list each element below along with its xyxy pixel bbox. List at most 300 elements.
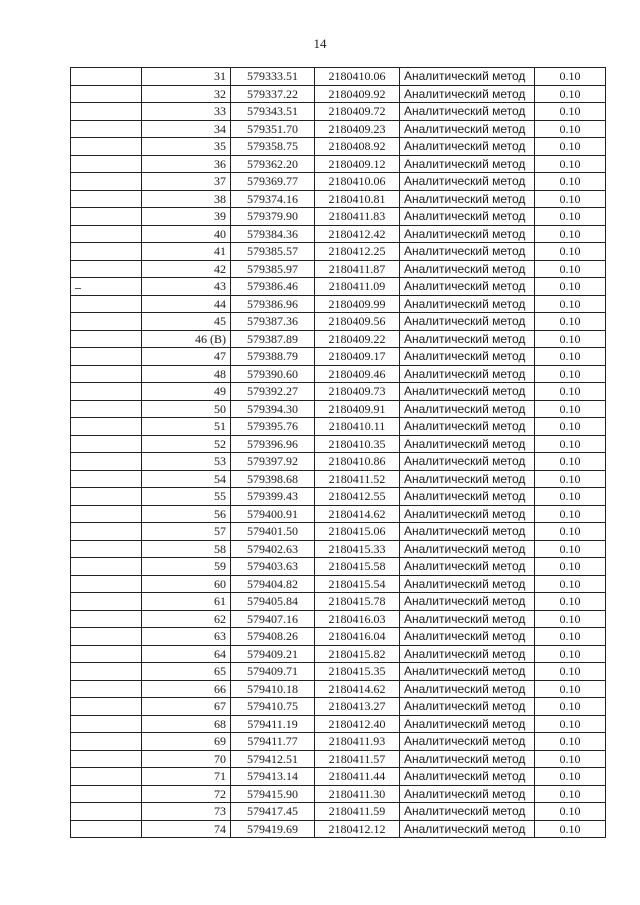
table-row — [71, 103, 606, 121]
blank-cell — [71, 120, 142, 138]
y-coordinate-cell: 2180410.06 — [315, 68, 400, 86]
point-number-cell: 31 — [142, 68, 231, 86]
method-cell: Аналитический метод — [400, 418, 535, 436]
accuracy-cell: 0.10 — [535, 330, 606, 348]
method-cell: Аналитический метод — [400, 505, 535, 523]
y-coordinate-cell: 2180411.87 — [315, 260, 400, 278]
accuracy-cell: 0.10 — [535, 785, 606, 803]
y-coordinate-cell: 2180412.12 — [315, 820, 400, 838]
table-row — [71, 243, 606, 261]
point-number-cell: 44 — [142, 295, 231, 313]
y-coordinate-cell: 2180410.06 — [315, 173, 400, 191]
x-coordinate-cell: 579412.51 — [231, 750, 315, 768]
table-row — [71, 558, 606, 576]
y-coordinate-cell: 2180415.06 — [315, 523, 400, 541]
accuracy-cell: 0.10 — [535, 803, 606, 821]
blank-cell — [71, 138, 142, 156]
table-row — [71, 470, 606, 488]
method-cell: Аналитический метод — [400, 470, 535, 488]
method-cell: Аналитический метод — [400, 523, 535, 541]
table-row — [71, 575, 606, 593]
method-cell: Аналитический метод — [400, 103, 535, 121]
x-coordinate-cell: 579384.36 — [231, 225, 315, 243]
point-number-cell: 50 — [142, 400, 231, 418]
x-coordinate-cell: 579400.91 — [231, 505, 315, 523]
table-row — [71, 593, 606, 611]
point-number-cell: 72 — [142, 785, 231, 803]
method-cell: Аналитический метод — [400, 85, 535, 103]
method-cell: Аналитический метод — [400, 453, 535, 471]
y-coordinate-cell: 2180412.42 — [315, 225, 400, 243]
blank-cell — [71, 365, 142, 383]
blank-cell — [71, 348, 142, 366]
point-number-cell: 38 — [142, 190, 231, 208]
accuracy-cell: 0.10 — [535, 523, 606, 541]
accuracy-cell: 0.10 — [535, 85, 606, 103]
x-coordinate-cell: 579407.16 — [231, 610, 315, 628]
x-coordinate-cell: 579343.51 — [231, 103, 315, 121]
x-coordinate-cell: 579385.57 — [231, 243, 315, 261]
y-coordinate-cell: 2180411.09 — [315, 278, 400, 296]
accuracy-cell: 0.10 — [535, 260, 606, 278]
table-row — [71, 365, 606, 383]
table-row — [71, 400, 606, 418]
table-row — [71, 698, 606, 716]
point-number-cell: 69 — [142, 733, 231, 751]
table-row — [71, 645, 606, 663]
accuracy-cell: 0.10 — [535, 348, 606, 366]
blank-cell — [71, 225, 142, 243]
accuracy-cell: 0.10 — [535, 418, 606, 436]
blank-cell — [71, 260, 142, 278]
point-number-cell: 71 — [142, 768, 231, 786]
accuracy-cell: 0.10 — [535, 558, 606, 576]
table-row — [71, 505, 606, 523]
coordinates-table — [70, 67, 606, 838]
table-row — [71, 208, 606, 226]
point-number-cell: 58 — [142, 540, 231, 558]
y-coordinate-cell: 2180415.35 — [315, 663, 400, 681]
accuracy-cell: 0.10 — [535, 190, 606, 208]
accuracy-cell: 0.10 — [535, 768, 606, 786]
blank-cell — [71, 383, 142, 401]
table-row — [71, 418, 606, 436]
y-coordinate-cell: 2180415.54 — [315, 575, 400, 593]
blank-cell — [71, 820, 142, 838]
point-number-cell: 61 — [142, 593, 231, 611]
blank-cell — [71, 173, 142, 191]
y-coordinate-cell: 2180410.35 — [315, 435, 400, 453]
method-cell: Аналитический метод — [400, 803, 535, 821]
point-number-cell: 46 (В) — [142, 330, 231, 348]
y-coordinate-cell: 2180410.11 — [315, 418, 400, 436]
point-number-cell: 74 — [142, 820, 231, 838]
x-coordinate-cell: 579408.26 — [231, 628, 315, 646]
point-number-cell: 66 — [142, 680, 231, 698]
x-coordinate-cell: 579409.21 — [231, 645, 315, 663]
x-coordinate-cell: 579386.46 — [231, 278, 315, 296]
x-coordinate-cell: 579392.27 — [231, 383, 315, 401]
y-coordinate-cell: 2180409.17 — [315, 348, 400, 366]
method-cell: Аналитический метод — [400, 698, 535, 716]
blank-cell — [71, 400, 142, 418]
point-number-cell: 39 — [142, 208, 231, 226]
x-coordinate-cell: 579419.69 — [231, 820, 315, 838]
blank-cell — [71, 803, 142, 821]
x-coordinate-cell: 579333.51 — [231, 68, 315, 86]
method-cell: Аналитический метод — [400, 208, 535, 226]
table-row — [71, 313, 606, 331]
x-coordinate-cell: 579410.75 — [231, 698, 315, 716]
x-coordinate-cell: 579417.45 — [231, 803, 315, 821]
accuracy-cell: 0.10 — [535, 488, 606, 506]
blank-cell — [71, 610, 142, 628]
point-number-cell: 53 — [142, 453, 231, 471]
table-row — [71, 488, 606, 506]
method-cell: Аналитический метод — [400, 540, 535, 558]
blank-cell — [71, 645, 142, 663]
blank-cell — [71, 698, 142, 716]
accuracy-cell: 0.10 — [535, 733, 606, 751]
x-coordinate-cell: 579404.82 — [231, 575, 315, 593]
blank-cell — [71, 85, 142, 103]
method-cell: Аналитический метод — [400, 68, 535, 86]
y-coordinate-cell: 2180409.22 — [315, 330, 400, 348]
point-number-cell: 68 — [142, 715, 231, 733]
x-coordinate-cell: 579401.50 — [231, 523, 315, 541]
x-coordinate-cell: 579413.14 — [231, 768, 315, 786]
point-number-cell: 43 — [142, 278, 231, 296]
x-coordinate-cell: 579410.18 — [231, 680, 315, 698]
method-cell: Аналитический метод — [400, 400, 535, 418]
blank-cell — [71, 540, 142, 558]
x-coordinate-cell: 579395.76 — [231, 418, 315, 436]
method-cell: Аналитический метод — [400, 733, 535, 751]
method-cell: Аналитический метод — [400, 785, 535, 803]
point-number-cell: 51 — [142, 418, 231, 436]
table-row — [71, 785, 606, 803]
y-coordinate-cell: 2180409.91 — [315, 400, 400, 418]
x-coordinate-cell: 579387.89 — [231, 330, 315, 348]
blank-cell — [71, 680, 142, 698]
accuracy-cell: 0.10 — [535, 173, 606, 191]
blank-cell — [71, 715, 142, 733]
table-row — [71, 190, 606, 208]
accuracy-cell: 0.10 — [535, 645, 606, 663]
method-cell: Аналитический метод — [400, 243, 535, 261]
x-coordinate-cell: 579362.20 — [231, 155, 315, 173]
table-row — [71, 680, 606, 698]
point-number-cell: 54 — [142, 470, 231, 488]
blank-cell — [71, 785, 142, 803]
blank-cell — [71, 733, 142, 751]
accuracy-cell: 0.10 — [535, 313, 606, 331]
table-row — [71, 155, 606, 173]
point-number-cell: 35 — [142, 138, 231, 156]
method-cell: Аналитический метод — [400, 663, 535, 681]
x-coordinate-cell: 579405.84 — [231, 593, 315, 611]
table-row — [71, 750, 606, 768]
table-row — [71, 733, 606, 751]
point-number-cell: 64 — [142, 645, 231, 663]
y-coordinate-cell: 2180414.62 — [315, 505, 400, 523]
method-cell: Аналитический метод — [400, 645, 535, 663]
point-number-cell: 37 — [142, 173, 231, 191]
point-number-cell: 47 — [142, 348, 231, 366]
point-number-cell: 62 — [142, 610, 231, 628]
method-cell: Аналитический метод — [400, 575, 535, 593]
table-row — [71, 278, 606, 296]
accuracy-cell: 0.10 — [535, 628, 606, 646]
x-coordinate-cell: 579388.79 — [231, 348, 315, 366]
y-coordinate-cell: 2180409.99 — [315, 295, 400, 313]
blank-cell — [71, 663, 142, 681]
point-number-cell: 57 — [142, 523, 231, 541]
blank-cell — [71, 505, 142, 523]
point-number-cell: 49 — [142, 383, 231, 401]
method-cell: Аналитический метод — [400, 138, 535, 156]
table-row — [71, 820, 606, 838]
blank-cell — [71, 278, 142, 296]
y-coordinate-cell: 2180411.59 — [315, 803, 400, 821]
y-coordinate-cell: 2180415.33 — [315, 540, 400, 558]
y-coordinate-cell: 2180412.40 — [315, 715, 400, 733]
table-row — [71, 295, 606, 313]
y-coordinate-cell: 2180412.25 — [315, 243, 400, 261]
method-cell: Аналитический метод — [400, 488, 535, 506]
y-coordinate-cell: 2180411.44 — [315, 768, 400, 786]
y-coordinate-cell: 2180412.55 — [315, 488, 400, 506]
x-coordinate-cell: 579385.97 — [231, 260, 315, 278]
accuracy-cell: 0.10 — [535, 698, 606, 716]
accuracy-cell: 0.10 — [535, 593, 606, 611]
method-cell: Аналитический метод — [400, 225, 535, 243]
point-number-cell: 34 — [142, 120, 231, 138]
y-coordinate-cell: 2180410.81 — [315, 190, 400, 208]
accuracy-cell: 0.10 — [535, 155, 606, 173]
blank-cell — [71, 593, 142, 611]
table-row — [71, 330, 606, 348]
accuracy-cell: 0.10 — [535, 295, 606, 313]
x-coordinate-cell: 579358.75 — [231, 138, 315, 156]
blank-cell — [71, 558, 142, 576]
x-coordinate-cell: 579409.71 — [231, 663, 315, 681]
x-coordinate-cell: 579374.16 — [231, 190, 315, 208]
accuracy-cell: 0.10 — [535, 243, 606, 261]
y-coordinate-cell: 2180416.03 — [315, 610, 400, 628]
blank-cell — [71, 470, 142, 488]
x-coordinate-cell: 579387.36 — [231, 313, 315, 331]
point-number-cell: 73 — [142, 803, 231, 821]
blank-cell — [71, 208, 142, 226]
accuracy-cell: 0.10 — [535, 225, 606, 243]
x-coordinate-cell: 579402.63 — [231, 540, 315, 558]
method-cell: Аналитический метод — [400, 173, 535, 191]
accuracy-cell: 0.10 — [535, 103, 606, 121]
y-coordinate-cell: 2180413.27 — [315, 698, 400, 716]
point-number-cell: 56 — [142, 505, 231, 523]
method-cell: Аналитический метод — [400, 435, 535, 453]
point-number-cell: 65 — [142, 663, 231, 681]
x-coordinate-cell: 579403.63 — [231, 558, 315, 576]
method-cell: Аналитический метод — [400, 313, 535, 331]
method-cell: Аналитический метод — [400, 190, 535, 208]
method-cell: Аналитический метод — [400, 768, 535, 786]
y-coordinate-cell: 2180409.46 — [315, 365, 400, 383]
y-coordinate-cell: 2180409.23 — [315, 120, 400, 138]
accuracy-cell: 0.10 — [535, 575, 606, 593]
blank-cell — [71, 155, 142, 173]
point-number-cell: 42 — [142, 260, 231, 278]
blank-cell — [71, 575, 142, 593]
accuracy-cell: 0.10 — [535, 278, 606, 296]
point-number-cell: 48 — [142, 365, 231, 383]
method-cell: Аналитический метод — [400, 278, 535, 296]
table-row — [71, 803, 606, 821]
y-coordinate-cell: 2180411.93 — [315, 733, 400, 751]
blank-cell — [71, 523, 142, 541]
x-coordinate-cell: 579397.92 — [231, 453, 315, 471]
accuracy-cell: 0.10 — [535, 715, 606, 733]
table-row — [71, 120, 606, 138]
method-cell: Аналитический метод — [400, 365, 535, 383]
accuracy-cell: 0.10 — [535, 820, 606, 838]
y-coordinate-cell: 2180410.86 — [315, 453, 400, 471]
table-row — [71, 435, 606, 453]
table-row — [71, 383, 606, 401]
point-number-cell: 63 — [142, 628, 231, 646]
method-cell: Аналитический метод — [400, 120, 535, 138]
x-coordinate-cell: 579399.43 — [231, 488, 315, 506]
method-cell: Аналитический метод — [400, 715, 535, 733]
blank-cell — [71, 313, 142, 331]
method-cell: Аналитический метод — [400, 820, 535, 838]
table-row — [71, 68, 606, 86]
accuracy-cell: 0.10 — [535, 208, 606, 226]
table-row — [71, 173, 606, 191]
y-coordinate-cell: 2180409.73 — [315, 383, 400, 401]
accuracy-cell: 0.10 — [535, 365, 606, 383]
accuracy-cell: 0.10 — [535, 470, 606, 488]
method-cell: Аналитический метод — [400, 260, 535, 278]
table-row — [71, 85, 606, 103]
x-coordinate-cell: 579398.68 — [231, 470, 315, 488]
blank-cell — [71, 435, 142, 453]
x-coordinate-cell: 579390.60 — [231, 365, 315, 383]
y-coordinate-cell: 2180409.12 — [315, 155, 400, 173]
blank-cell — [71, 418, 142, 436]
method-cell: Аналитический метод — [400, 750, 535, 768]
table-row — [71, 540, 606, 558]
point-number-cell: 55 — [142, 488, 231, 506]
point-number-cell: 67 — [142, 698, 231, 716]
y-coordinate-cell: 2180409.92 — [315, 85, 400, 103]
accuracy-cell: 0.10 — [535, 680, 606, 698]
x-coordinate-cell: 579337.22 — [231, 85, 315, 103]
y-coordinate-cell: 2180409.72 — [315, 103, 400, 121]
table-row — [71, 715, 606, 733]
blank-cell — [71, 103, 142, 121]
method-cell: Аналитический метод — [400, 628, 535, 646]
method-cell: Аналитический метод — [400, 680, 535, 698]
x-coordinate-cell: 579396.96 — [231, 435, 315, 453]
accuracy-cell: 0.10 — [535, 68, 606, 86]
blank-cell — [71, 295, 142, 313]
point-number-cell: 70 — [142, 750, 231, 768]
blank-cell — [71, 243, 142, 261]
point-number-cell: 33 — [142, 103, 231, 121]
point-number-cell: 41 — [142, 243, 231, 261]
blank-cell — [71, 330, 142, 348]
method-cell: Аналитический метод — [400, 383, 535, 401]
accuracy-cell: 0.10 — [535, 610, 606, 628]
y-coordinate-cell: 2180415.82 — [315, 645, 400, 663]
table-row — [71, 628, 606, 646]
x-coordinate-cell: 579351.70 — [231, 120, 315, 138]
blank-cell — [71, 488, 142, 506]
method-cell: Аналитический метод — [400, 348, 535, 366]
accuracy-cell: 0.10 — [535, 120, 606, 138]
accuracy-cell: 0.10 — [535, 435, 606, 453]
table-row — [71, 768, 606, 786]
accuracy-cell: 0.10 — [535, 400, 606, 418]
y-coordinate-cell: 2180411.83 — [315, 208, 400, 226]
accuracy-cell: 0.10 — [535, 138, 606, 156]
blank-cell — [71, 453, 142, 471]
accuracy-cell: 0.10 — [535, 505, 606, 523]
accuracy-cell: 0.10 — [535, 383, 606, 401]
y-coordinate-cell: 2180409.56 — [315, 313, 400, 331]
table-row — [71, 610, 606, 628]
x-coordinate-cell: 579411.19 — [231, 715, 315, 733]
method-cell: Аналитический метод — [400, 295, 535, 313]
table-row — [71, 348, 606, 366]
y-coordinate-cell: 2180415.58 — [315, 558, 400, 576]
x-coordinate-cell: 579415.90 — [231, 785, 315, 803]
x-coordinate-cell: 579394.30 — [231, 400, 315, 418]
point-number-cell: 36 — [142, 155, 231, 173]
accuracy-cell: 0.10 — [535, 453, 606, 471]
method-cell: Аналитический метод — [400, 330, 535, 348]
point-number-cell: 60 — [142, 575, 231, 593]
x-coordinate-cell: 579379.90 — [231, 208, 315, 226]
blank-cell — [71, 190, 142, 208]
accuracy-cell: 0.10 — [535, 540, 606, 558]
y-coordinate-cell: 2180414.62 — [315, 680, 400, 698]
point-number-cell: 52 — [142, 435, 231, 453]
table-row — [71, 453, 606, 471]
y-coordinate-cell: 2180408.92 — [315, 138, 400, 156]
x-coordinate-cell: 579369.77 — [231, 173, 315, 191]
point-number-cell: 40 — [142, 225, 231, 243]
accuracy-cell: 0.10 — [535, 663, 606, 681]
y-coordinate-cell: 2180411.30 — [315, 785, 400, 803]
point-number-cell: 32 — [142, 85, 231, 103]
method-cell: Аналитический метод — [400, 593, 535, 611]
point-number-cell: 59 — [142, 558, 231, 576]
table-row — [71, 663, 606, 681]
table-row — [71, 523, 606, 541]
point-number-cell: 45 — [142, 313, 231, 331]
accuracy-cell: 0.10 — [535, 750, 606, 768]
blank-cell — [71, 750, 142, 768]
y-coordinate-cell: 2180415.78 — [315, 593, 400, 611]
blank-cell — [71, 628, 142, 646]
method-cell: Аналитический метод — [400, 558, 535, 576]
x-coordinate-cell: 579411.77 — [231, 733, 315, 751]
y-coordinate-cell: 2180416.04 — [315, 628, 400, 646]
page-number: 14 — [313, 36, 327, 51]
